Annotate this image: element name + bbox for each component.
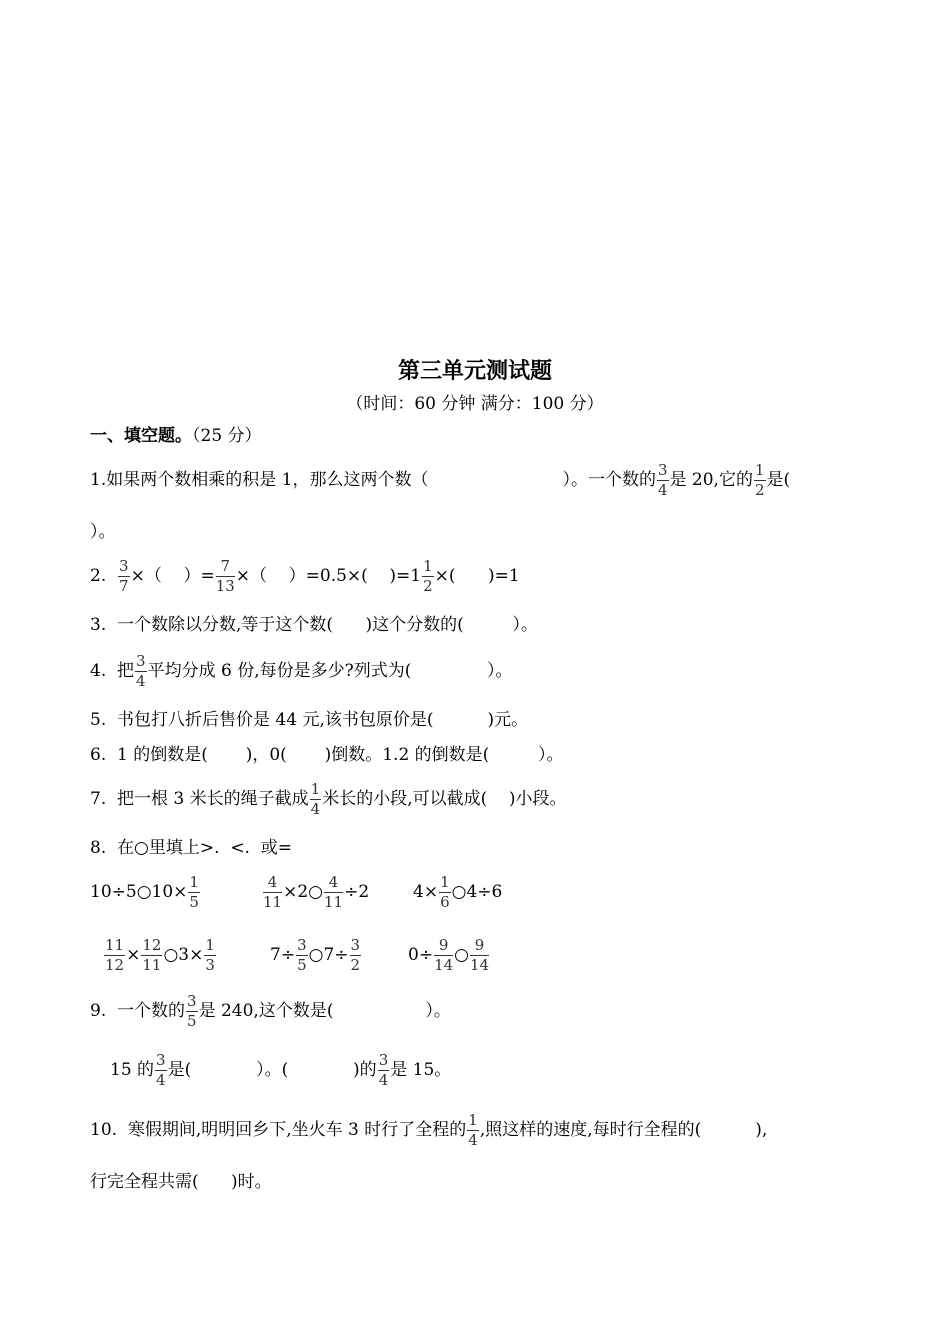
question-10-continued: 行完全程共需( )时。: [90, 1172, 272, 1192]
question-10: 10. 寒假期间,明明回乡下,坐火车 3 时行了全程的 $\frac{1}{4}$ ,照这样的速度,每时行全程的( ),: [90, 1111, 768, 1149]
question-6: 6. 1 的倒数是( )，0( )倒数。1.2 的倒数是( ）。: [90, 745, 564, 765]
q8-row1-item1: 10÷5○10× $\frac{1}{5}$: [90, 873, 199, 911]
question-5: 5. 书包打八折后售价是 44 元,该书包原价是( )元。: [90, 710, 529, 730]
question-3: 3. 一个数除以分数,等于这个数( )这个分数的( ）。: [90, 615, 538, 635]
question-1-continued: ）。: [90, 522, 116, 542]
q8-row2-item2: 7÷ $\frac{3}{5}$ ○7÷ $\frac{3}{2}$: [270, 936, 361, 974]
page-subtitle: （时间：60 分钟 满分：100 分）: [346, 394, 604, 414]
q8-row2-item1: $\frac{11}{12}$ × $\frac{12}{11}$ ○3× $\frac{1}{3}$: [105, 936, 215, 974]
question-9-sub: 15 的 $\frac{3}{4}$ 是( ）。( )的 $\frac{3}{4}$ 是 15。: [110, 1051, 452, 1089]
q8-row1-item3: 4× $\frac{1}{6}$ ○4÷6: [413, 873, 503, 911]
q8-row2-item3: 0÷ $\frac{9}{14}$ ○ $\frac{9}{14}$: [408, 936, 490, 974]
section-heading: 一、填空题。（25 分）: [90, 426, 262, 446]
page-title: 第三单元测试题: [397, 359, 552, 384]
question-9: 9. 一个数的 $\frac{3}{5}$ 是 240,这个数是( ）。: [90, 992, 451, 1030]
question-7: 7. 把一根 3 米长的绳子截成 $\frac{1}{4}$ 米长的小段,可以截成( )小段。: [90, 780, 567, 818]
question-8-stem: 8. 在○里填上>. <. 或=: [90, 838, 293, 858]
question-4: 4. 把 $\frac{3}{4}$ 平均分成 6 份,每份是多少?列式为( ）。: [90, 652, 513, 690]
question-2: 2. $\frac{3}{7}$ ×（ ）= $\frac{7}{13}$ ×（ ）=0.5×( )=1 $\frac{1}{2}$ ×( )=1: [90, 557, 520, 595]
q8-row1-item2: $\frac{4}{11}$ ×2○ $\frac{4}{11}$ ÷2: [263, 873, 370, 911]
question-1: 1.如果两个数相乘的积是 1，那么这两个数（ ）。一个数的 $\frac{3}{4}$ 是 20,它的 $\frac{1}{2}$ 是(: [90, 461, 791, 499]
